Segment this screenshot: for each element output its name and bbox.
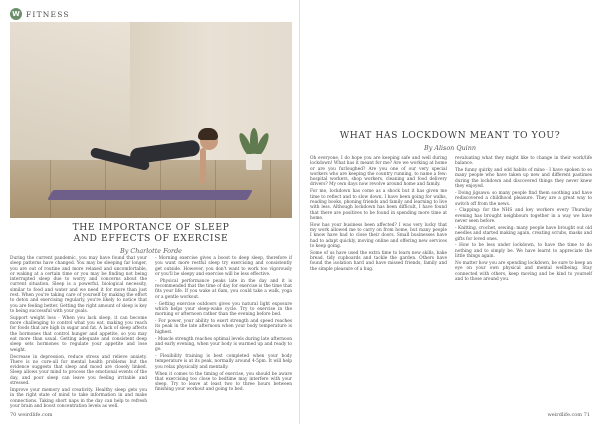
person-stretching <box>90 114 250 194</box>
article-body <box>10 256 293 409</box>
body-column-2: revaluating what they might like to change in their work/life balance. The funny quirky and odd habits of mine - I have spoken to so many people who have taken up new and different pastimes during the lockdown and discovered things they never knew they enjoyed. - Doing jigsaws: so many people find them soothing and have rediscovered a childhood pleasure. They are a great way to switch off from the news. - Clapping: for the NHS and key workers every Thursday evening has brought neighbours together in a way we have never seen before. - Knitting, crochet, sewing: many people have brought out old needles and started making again, creating scrubs, masks and gifts for loved ones. - How to be less under lockdown, to have the time to do nothing and to simply be. We have learnt to appreciate the little things again. No matter how you are spending lockdown, be sure to keep an eye on your own physical and mental wellbeing. Stay connected with others, keep moving and be kind to yourself and to those around you. <box>455 156 593 282</box>
byline: By Charlotte Forde <box>120 247 182 255</box>
article-title: THE IMPORTANCE OF SLEEP AND EFFECTS OF EXERCISE <box>72 222 230 244</box>
page-number: 70 weirdlife.com <box>10 412 53 418</box>
body-column-1: Oh everyone, I do hope you are keeping safe and well during lockdown! What has it meant for me? Are we working at home or are you furloughed? Are you one of our very special workers who are keeping the country running, to name a few: hospital workers, shop workers, cleaning and food delivery drivers? My own days now revolve around home and family. For me, lockdown has come as a shock but it has given me time to reflect and to slow down. I have been going for walks, reading books, phoning friends and family and learning to live with less. Although lockdown has been difficult, I have found that there are positives to be found in spending more time at home. How has your business been affected? I was very lucky that my work allowed me to carry on from home, but many people I know have had to close their doors. Small businesses have had to adapt quickly, moving online and offering new services to keep going. Some of us have used the extra time to learn new skills, bake bread, tidy cupboards and tackle the garden. Others have found the isolation hard and have missed friends, family and the simple pleasure of a hug. <box>310 156 447 272</box>
article-body <box>310 156 592 408</box>
yoga-photo <box>10 22 292 218</box>
magazine-logo-icon: W <box>10 8 22 20</box>
article-title: WHAT HAS LOCKDOWN MEANT TO YOU? <box>339 130 561 141</box>
section-title: FITNESS <box>26 9 70 19</box>
body-column-2: - Morning exercise gives a boost to deep sleep, therefore if you want more restful sleep try exercising and consistently get outside. However, you don't want to work too vigorously or you'll be sleepy and exercise will be less effective. - Physical performance peaks late in the day and it is recommended that the time of day for exercise is the time that fits your life. If you wake at 6am, you could take a walk, yoga or a gentle workout. - Getting exercise outdoors gives you natural light exposure which helps your sleep-wake cycle. Try to exercise in the morning or afternoon rather than the evening before bed. - For power, your ability to exert strength and speed reaches its peak in the late afternoon when your body temperature is highest. - Muscle strength reaches optimal levels during late afternoon and early evening, when your body is warmed up and ready to go. - Flexibility training is best completed when your body temperature is at its peak, normally around 4-5pm. It will help you relax physically and mentally. When it comes to the timing of exercise, you should be aware that exercising too close to bedtime may interfere with your sleep. Try to leave at least two to three hours between finishing your workout and going to bed. <box>155 256 293 393</box>
section-header <box>10 8 70 20</box>
house-plant <box>236 110 272 170</box>
page-number: weirdlife.com 71 <box>547 412 590 418</box>
body-column-1: During the current pandemic, you may have found that your sleep patterns have changed. You may be sleeping far longer, you are out of routine and more relaxed and uncomfortable, or waking at a certain time or you may be finding not being interrupted sleep due to worry and concerns about the current situation. Sleep is a powerful, biological necessity, similar to food and water and we need it for more than just rest. When you're taking care of yourself by making the effort to detox and exercising regularly, you're likely to notice that you are feeling better. Getting the right amount of sleep is key to being successful with your goals. Support weight loss - When you lack sleep, it can become more challenging to control what you eat, making you reach for foods that are high in sugar and fat. A lack of sleep affects the hormones that control hunger and appetite, so you may eat more than usual. Getting adequate and consistent deep sleep sets hormones to regulate your appetite and lose weight. Decrease in depression, reduce stress and relieve anxiety. There is no cure-all for mental health problems but the evidence suggests that sleep and mood are closely linked. Sleep allows your mind to process the emotional events of the day, and poor sleep can leave you feeling irritable and stressed. Improve your memory and creativity. Healthy sleep gets you in the right state of mind to take information in and make connections. Taking short naps in the day can help to refresh your brain and boost concentration levels as well. <box>10 256 147 409</box>
right-page <box>300 0 600 424</box>
byline: By Alison Quinn <box>424 144 476 152</box>
